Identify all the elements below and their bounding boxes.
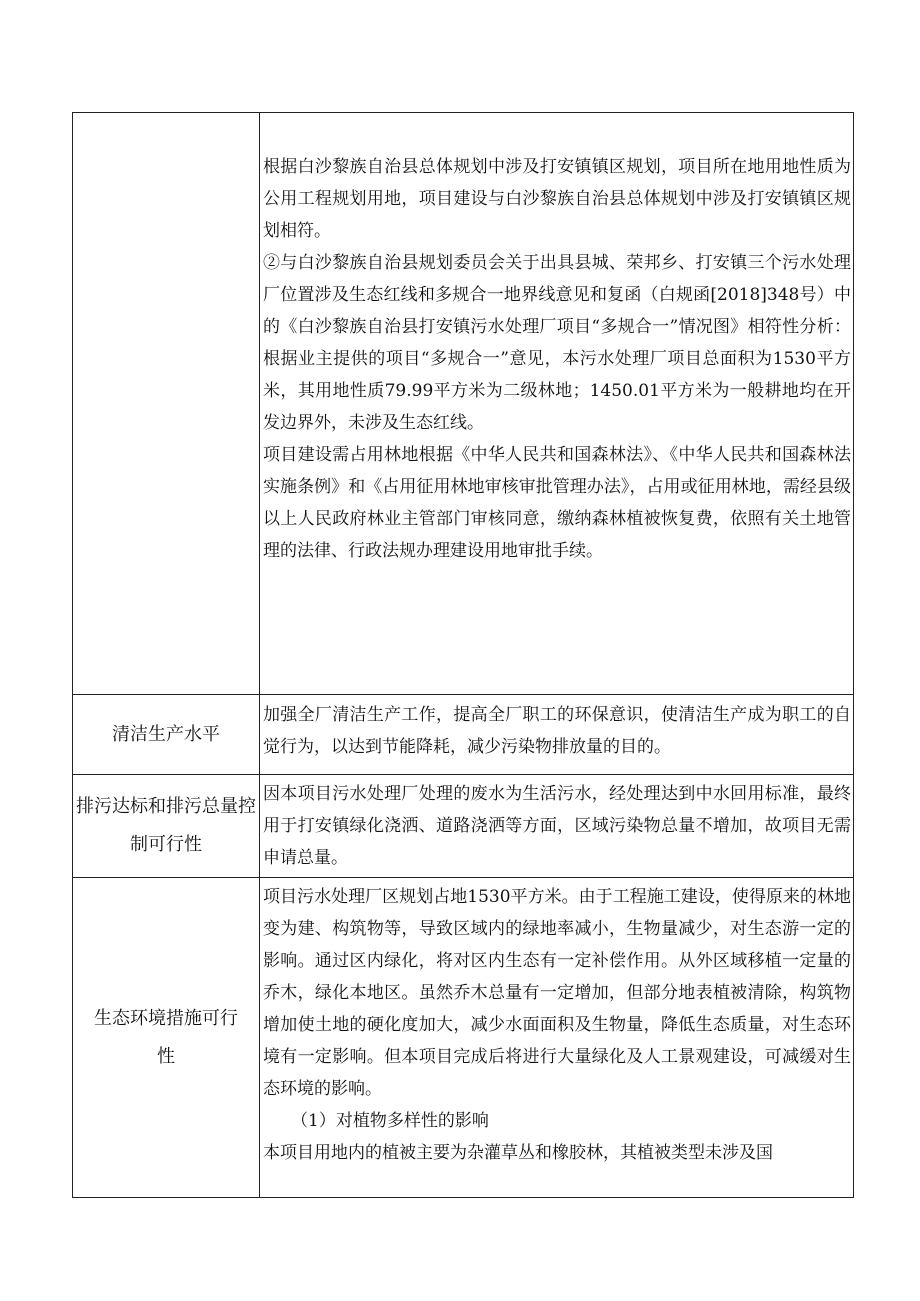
row-label-discharge	[73, 775, 260, 878]
content-paragraph: 根据白沙黎族自治县总体规划中涉及打安镇镇区规划，项目所在地用地性质为公用工程规划用地，项目建设与白沙黎族自治县总体规划中涉及打安镇镇区规划相符。	[263, 157, 851, 241]
content-paragraph: 本项目用地内的植被主要为杂灌草丛和橡胶林，其植被类型未涉及国	[263, 1143, 773, 1163]
content-paragraph: ②与白沙黎族自治县规划委员会关于出具县城、荣邦乡、打安镇三个污水处理厂位置涉及生态红线和多规合一地界线意见和复函（白规函[2018]348号）中的《白沙黎族自治县打安镇污水处理厂项目“多规合一”情况图》相符性分析：根据业主提供的项目“多规合一”意见，本污水处理厂项目总面积为1530平方米，其用地性质79.99平方米为二级林地；1450.01平方米为一般耕地均在开发边界外，未涉及生态红线。	[263, 253, 851, 433]
table-row	[73, 775, 854, 878]
table-row	[73, 878, 854, 1198]
label-text-line: 排污达标和排污总量控	[76, 796, 256, 817]
label-text: 清洁生产水平	[112, 723, 220, 745]
content-paragraph: 项目污水处理厂区规划占地1530平方米。由于工程施工建设，使得原来的林地变为建、构筑物等，导致区域内的绿地率减小，生物量减少，对生态游一定的影响。通过区内绿化，将对区内生态有一定补偿作用。从外区域移植一定量的乔木，绿化本地区。虽然乔木总量有一定增加，但部分地表植被清除，构筑物增加使土地的硬化度加大，减少水面面积及生物量，降低生态质量，对生态环境有一定影响。但本项目完成后将进行大量绿化及人工景观建设，可减缓对生态环境的影响。	[263, 887, 851, 1099]
assessment-table	[72, 112, 854, 1198]
label-text-line: 制可行性	[130, 834, 202, 855]
content-paragraph: 因本项目污水处理厂处理的废水为生活污水，经处理达到中水回用标准，最终用于打安镇绿化浇洒、道路浇洒等方面，区域污染物总量不增加，故项目无需申请总量。	[263, 784, 851, 868]
label-text-line: 生态环境措施可行	[94, 1007, 238, 1029]
row-label-ecology	[73, 878, 260, 1198]
label-text-line: 性	[157, 1045, 175, 1067]
content-paragraph: 加强全厂清洁生产工作，提高全厂职工的环保意识，使清洁生产成为职工的自觉行为，以达到节能降耗，减少污染物排放量的目的。	[263, 705, 851, 757]
content-subheading: （1）对植物多样性的影响	[291, 1111, 489, 1131]
table-row	[73, 695, 854, 775]
row-content-planning	[260, 113, 854, 695]
row-label-clean-production	[73, 695, 260, 775]
row-content-discharge	[260, 775, 854, 878]
content-paragraph: 项目建设需占用林地根据《中华人民共和国森林法》、《中华人民共和国森林法实施条例》和《占用征用林地审核审批管理办法》，占用或征用林地，需经县级以上人民政府林业主管部门审核同意，缴纳森林植被恢复费，依照有关土地管理的法律、行政法规办理建设用地审批手续。	[263, 445, 851, 561]
row-label-empty	[73, 113, 260, 695]
row-content-clean-production	[260, 695, 854, 775]
row-content-ecology	[260, 878, 854, 1198]
table-row	[73, 113, 854, 695]
